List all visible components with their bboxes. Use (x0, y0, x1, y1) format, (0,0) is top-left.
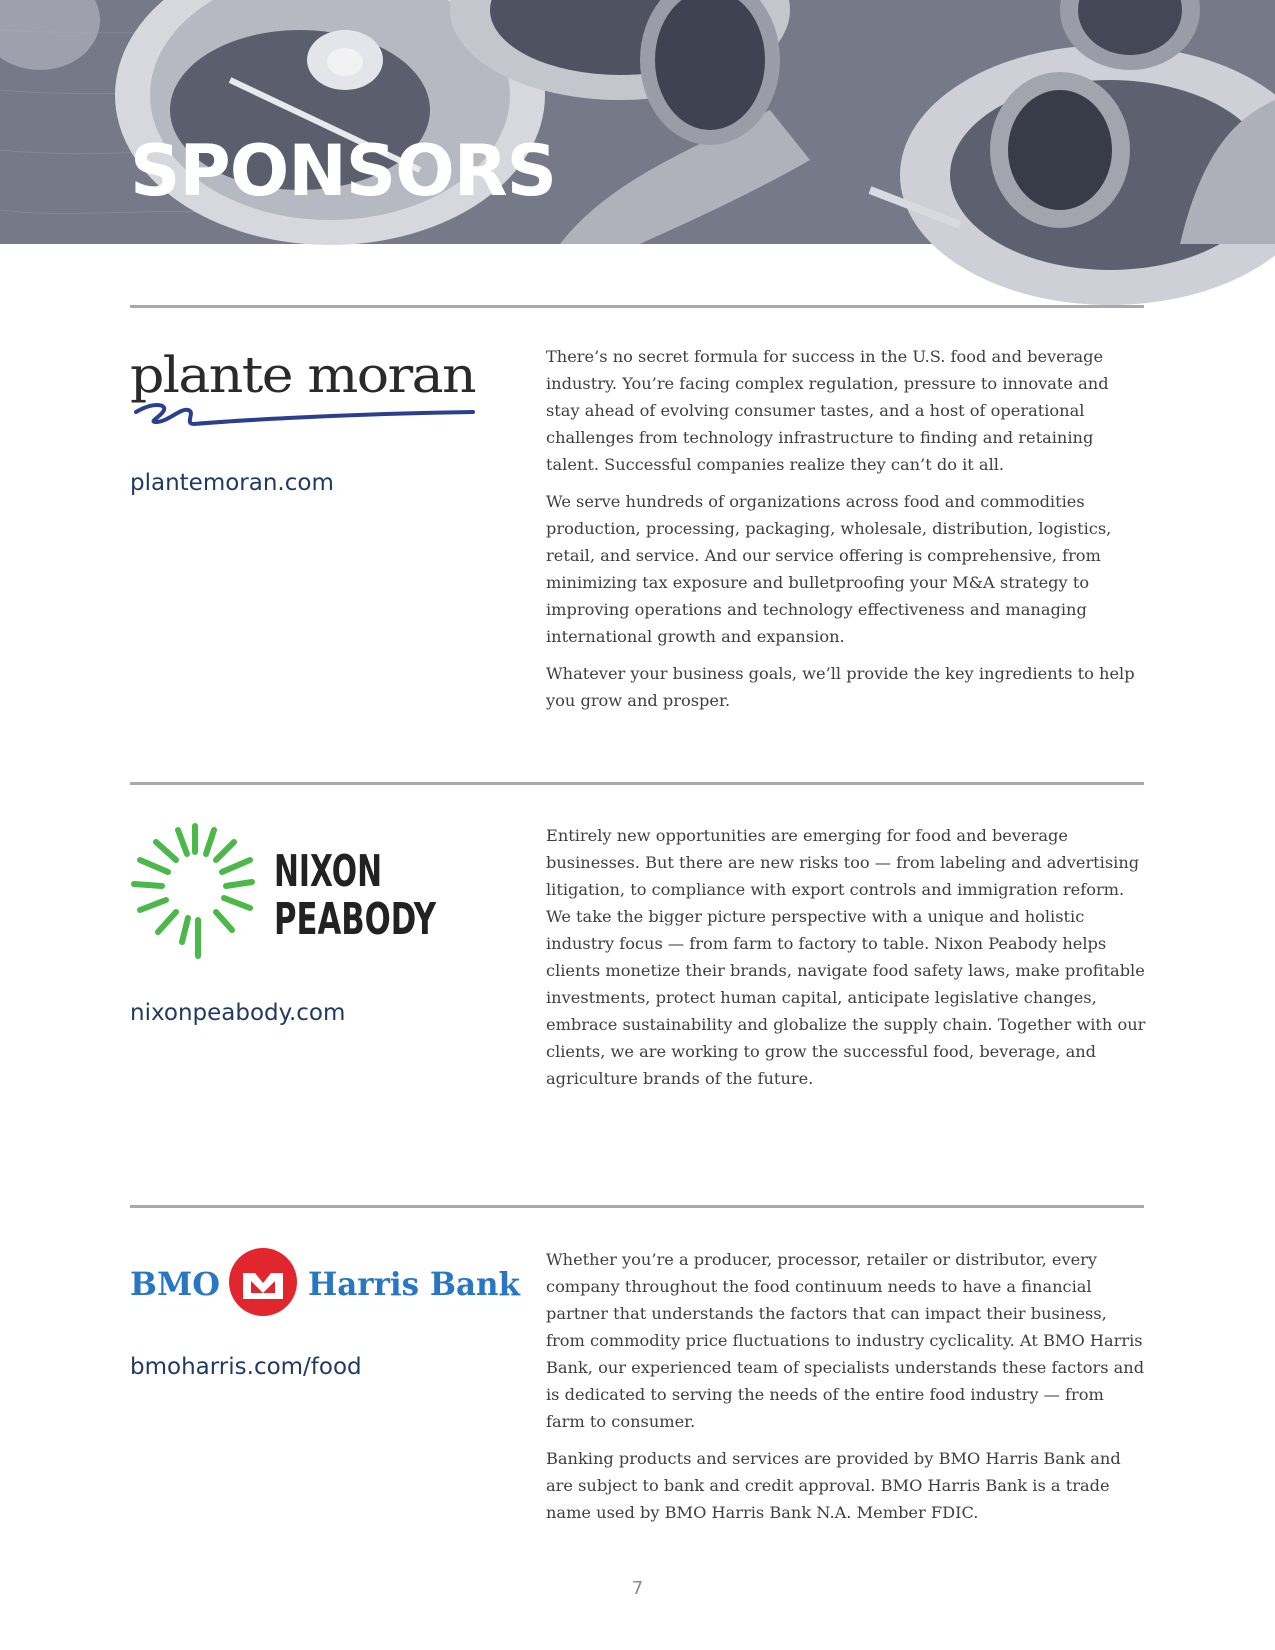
paragraph: Entirely new opportunities are emerging for food and beverage businesses. But there are new risks too — from labeling and advertising litigation, to compliance with export controls and immigration reform. We take the bigger picture perspective with a unique and holistic industry focus — from farm to factory to table. Nixon Peabody helps clients monetize their brands, navigate food safety laws, make profitable investments, protect human capital, anticipate legislative changes, embrace sustainability and globalize the supply chain. Together with our clients, we are working to grow the successful food, beverage, and agriculture brands of the future. (546, 826, 1146, 1088)
paragraph: We serve hundreds of organizations across food and commodities production, processing, packaging, wholesale, distribution, logistics, retail, and service. And our service offering is comprehensive, from minimizing tax exposure and bulletproofing your M&A strategy to improving operations and technology effectiveness and managing international growth and expansion. (546, 492, 1112, 646)
header-banner (0, 0, 1275, 244)
bmo-harris-website-link[interactable]: bmoharris.com/food (130, 1354, 362, 1380)
page-number: 7 (631, 1578, 644, 1599)
plante-moran-logo (128, 340, 480, 430)
bmo-harris-description (546, 1246, 1146, 1536)
page-title: SPONSORS (130, 130, 557, 212)
plante-moran-wordmark: plante moran (130, 346, 476, 404)
plante-moran-website-link[interactable]: plantemoran.com (130, 470, 334, 496)
section-divider (130, 305, 1144, 308)
starburst-icon (134, 826, 252, 956)
peabody-wordmark: PEABODY (274, 894, 438, 945)
paragraph: There’s no secret formula for success in the U.S. food and beverage industry. You’re facing complex regulation, pressure to innovate and stay ahead of evolving consumer tastes, and a host of operational challenges from technology infrastructure to finding and retaining talent. Successful companies realize they can’t do it all. (546, 347, 1109, 474)
nixon-wordmark: NIXON (274, 846, 382, 897)
bmo-harris-logo (128, 1247, 528, 1319)
harris-bank-wordmark: Harris Bank (308, 1265, 521, 1303)
bmo-roundel-icon (229, 1248, 297, 1316)
plante-moran-description (546, 343, 1146, 724)
section-divider (130, 782, 1144, 785)
section-divider (130, 1205, 1144, 1208)
paragraph: Banking products and services are provided by BMO Harris Bank and are subject to bank and credit approval. BMO Harris Bank is a trade name used by BMO Harris Bank N.A. Member FDIC. (546, 1449, 1121, 1522)
nixon-peabody-website-link[interactable]: nixonpeabody.com (130, 1000, 346, 1026)
paragraph: Whether you’re a producer, processor, retailer or distributor, every company throughout the food continuum needs to have a financial partner that understands the factors that can impact their business, from commodity price fluctuations to industry cyclicality. At BMO Harris Bank, our experienced team of specialists understands these factors and is dedicated to serving the needs of the entire food industry — from farm to consumer. (546, 1250, 1145, 1431)
bmo-wordmark: BMO (130, 1265, 220, 1303)
paragraph: Whatever your business goals, we’ll provide the key ingredients to help you grow and prosper. (546, 664, 1135, 710)
nixon-peabody-description (546, 822, 1146, 1102)
nixon-peabody-logo (130, 822, 460, 962)
